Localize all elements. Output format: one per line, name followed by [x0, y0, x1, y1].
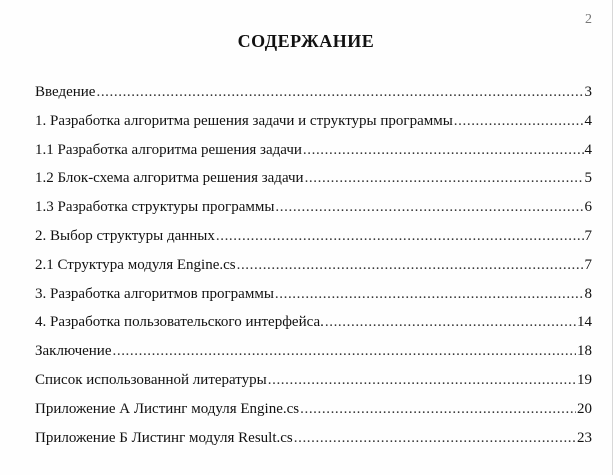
toc-page-number: 3	[584, 84, 592, 100]
toc-entry-text: Приложение А Листинг модуля Engine.cs	[35, 400, 300, 417]
toc-page-number: 4	[584, 141, 592, 158]
dot-leader	[294, 430, 576, 447]
toc-row[interactable]	[35, 199, 592, 228]
toc-row[interactable]	[35, 142, 592, 171]
dot-leader	[216, 228, 584, 245]
page-number: 2	[585, 12, 592, 27]
dot-leader	[237, 257, 584, 274]
toc-page-number: 6	[584, 199, 592, 216]
toc-page-number: 7	[584, 256, 592, 273]
dot-leader	[303, 142, 584, 159]
dot-leader	[113, 343, 577, 360]
toc-page-number: 5	[584, 170, 592, 187]
dot-leader	[305, 170, 584, 187]
toc-page-number: 4	[584, 112, 592, 129]
toc-row[interactable]	[35, 314, 592, 343]
toc-entry-text: 2.1 Структура модуля Engine.cs	[35, 256, 236, 273]
toc-page-number: 19	[577, 371, 592, 388]
toc-entry-text: 4. Разработка пользовательского интерфейса.	[35, 314, 324, 331]
table-of-contents	[35, 84, 592, 458]
toc-row[interactable]	[35, 286, 592, 315]
dot-leader	[300, 401, 576, 418]
dot-leader	[325, 314, 576, 331]
toc-entry-text: Введение	[35, 84, 96, 100]
toc-row[interactable]	[35, 401, 592, 430]
toc-row[interactable]	[35, 113, 592, 142]
toc-page-number: 14	[577, 314, 592, 331]
toc-row[interactable]	[35, 84, 592, 113]
dot-leader	[275, 286, 584, 303]
toc-entry-text: 1.1 Разработка алгоритма решения задачи	[35, 141, 302, 158]
toc-page-number: 23	[577, 429, 592, 446]
toc-row[interactable]	[35, 228, 592, 257]
toc-row[interactable]	[35, 372, 592, 401]
toc-entry-text: Заключение	[35, 343, 112, 360]
toc-entry-text: 3. Разработка алгоритмов программы	[35, 285, 274, 302]
toc-row[interactable]	[35, 343, 592, 372]
dot-leader	[96, 84, 583, 101]
toc-entry-text: 1.2 Блок-схема алгоритма решения задачи	[35, 170, 304, 187]
toc-page-number: 20	[577, 400, 592, 417]
dot-leader	[268, 372, 576, 389]
toc-row[interactable]	[35, 430, 592, 459]
toc-page-number: 7	[584, 227, 592, 244]
dot-leader	[454, 113, 584, 130]
toc-row[interactable]	[35, 257, 592, 286]
toc-page-number: 8	[584, 285, 592, 302]
toc-entry-text: Приложение Б Листинг модуля Result.cs	[35, 429, 293, 446]
toc-entry-text: 2. Выбор структуры данных	[35, 227, 215, 244]
toc-row[interactable]	[35, 170, 592, 199]
page-title: СОДЕРЖАНИЕ	[237, 31, 375, 51]
toc-entry-text: 1. Разработка алгоритма решения задачи и структуры программы	[35, 112, 453, 129]
toc-page-number: 18	[577, 343, 592, 360]
dot-leader	[275, 199, 583, 216]
toc-entry-text: 1.3 Разработка структуры программы	[35, 199, 275, 216]
toc-entry-text: Список использованной литературы	[35, 371, 267, 388]
